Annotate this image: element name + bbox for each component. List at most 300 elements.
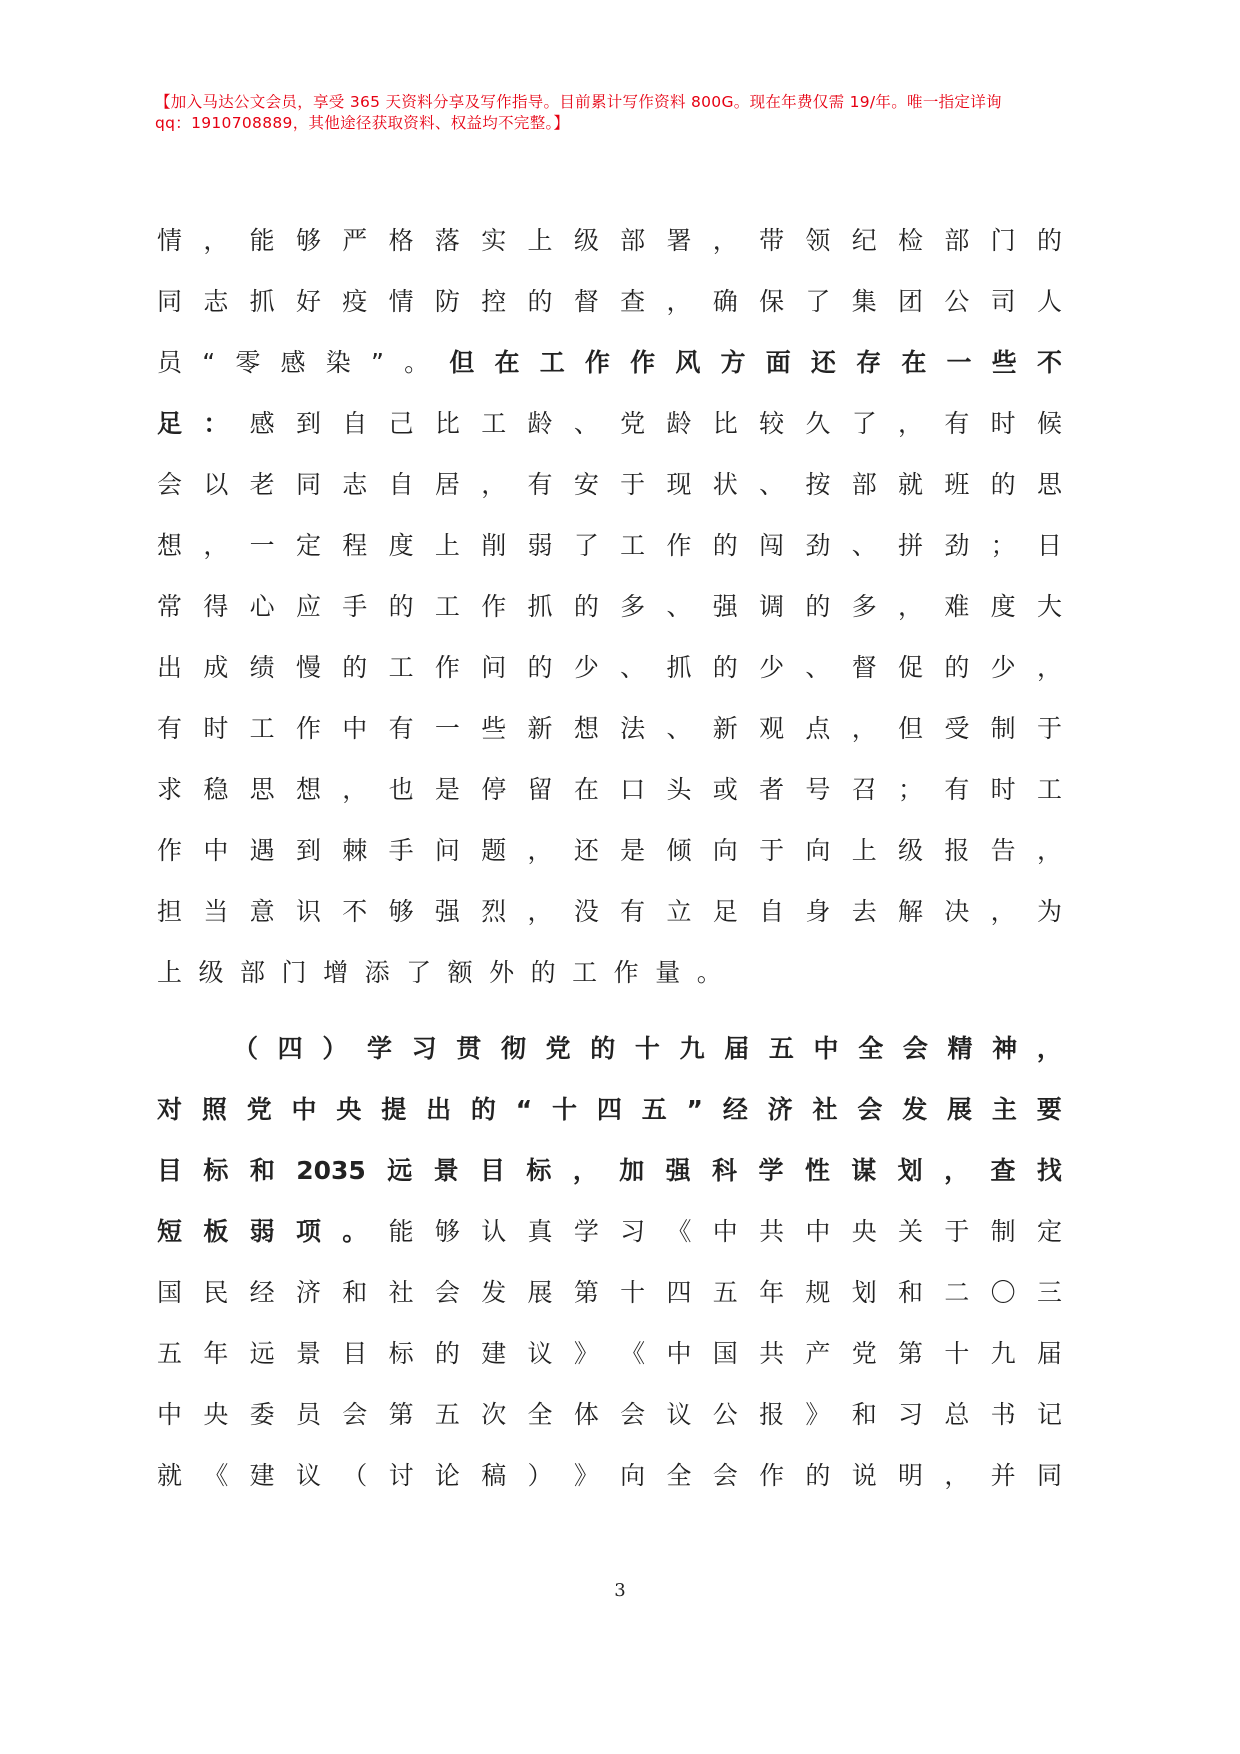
- text-glyph: ，: [527, 836, 553, 865]
- text-glyph: 五: [712, 1278, 738, 1307]
- text-glyph: 展: [947, 1095, 973, 1124]
- text-glyph: 告: [990, 836, 1016, 865]
- text-line: [157, 409, 1062, 470]
- text-glyph: 全: [666, 1461, 692, 1490]
- text-glyph: 性: [804, 1156, 830, 1185]
- text-line: [157, 531, 1062, 592]
- text-glyph: 调: [759, 592, 785, 621]
- text-glyph: 的: [573, 592, 599, 621]
- text-glyph: 向: [712, 836, 738, 865]
- text-glyph: 志: [342, 470, 368, 499]
- text-line: [157, 348, 1062, 409]
- text-glyph: 门: [281, 958, 307, 987]
- text-glyph: 外: [489, 958, 515, 987]
- text-glyph: 作: [434, 653, 460, 682]
- text-glyph: （: [342, 1461, 368, 1490]
- text-glyph: 集: [851, 287, 877, 316]
- text-glyph: 团: [898, 287, 924, 316]
- text-glyph: 确: [712, 287, 738, 316]
- text-glyph: 足: [157, 409, 183, 438]
- text-glyph: 观: [759, 714, 785, 743]
- text-glyph: 问: [481, 653, 507, 682]
- text-glyph: 烈: [481, 897, 507, 926]
- text-glyph: 程: [342, 531, 368, 560]
- text-glyph: 有: [527, 470, 553, 499]
- text-glyph: ”: [370, 348, 384, 377]
- text-glyph: ，: [990, 897, 1016, 926]
- text-glyph: 记: [1036, 1400, 1062, 1429]
- text-glyph: 或: [712, 775, 738, 804]
- text-glyph: 部: [620, 226, 646, 255]
- text-glyph: 方: [720, 348, 746, 377]
- text-glyph: 中: [203, 836, 229, 865]
- text-glyph: 届: [1036, 1339, 1062, 1368]
- text-line: [157, 1095, 1062, 1156]
- text-glyph: 带: [759, 226, 785, 255]
- text-glyph: 号: [805, 775, 831, 804]
- text-glyph: 《: [203, 1461, 229, 1490]
- text-glyph: 出: [426, 1095, 452, 1124]
- text-glyph: 工: [481, 409, 507, 438]
- text-glyph: 不: [1036, 348, 1062, 377]
- text-glyph: 党: [851, 1339, 877, 1368]
- text-glyph: 绩: [249, 653, 275, 682]
- text-glyph: 作: [759, 1461, 785, 1490]
- text-glyph: 制: [990, 714, 1016, 743]
- text-glyph: 远: [249, 1339, 275, 1368]
- text-glyph: 司: [990, 287, 1016, 316]
- text-glyph: 的: [342, 653, 368, 682]
- text-glyph: 想: [157, 531, 183, 560]
- text-glyph: 五: [641, 1095, 667, 1124]
- text-glyph: 的: [1036, 226, 1062, 255]
- text-glyph: 题: [481, 836, 507, 865]
- text-glyph: 》: [573, 1461, 599, 1490]
- text-glyph: 一: [946, 348, 972, 377]
- text-glyph: 十: [552, 1095, 578, 1124]
- text-glyph: 格: [388, 226, 414, 255]
- text-glyph: 日: [1036, 531, 1062, 560]
- text-glyph: 度: [388, 531, 414, 560]
- text-glyph: 贯: [456, 1034, 482, 1063]
- text-glyph: 棘: [342, 836, 368, 865]
- text-glyph: 门: [990, 226, 1016, 255]
- text-glyph: 共: [759, 1339, 785, 1368]
- text-line: [157, 958, 1062, 1019]
- text-glyph: ，: [1036, 653, 1062, 682]
- text-glyph: 得: [203, 592, 229, 621]
- text-glyph: 公: [944, 287, 970, 316]
- text-glyph: 存: [856, 348, 882, 377]
- text-glyph: 十: [944, 1339, 970, 1368]
- text-glyph: 工: [434, 592, 460, 621]
- text-glyph: 的: [470, 1095, 496, 1124]
- text-glyph: 十: [634, 1034, 660, 1063]
- text-glyph: 比: [434, 409, 460, 438]
- text-glyph: 和: [851, 1400, 877, 1429]
- text-glyph: 项: [295, 1217, 321, 1246]
- text-glyph: 是: [620, 836, 646, 865]
- text-glyph: 实: [481, 226, 507, 255]
- text-glyph: 定: [1036, 1217, 1062, 1246]
- text-glyph: 会: [857, 1095, 883, 1124]
- text-glyph: 经: [722, 1095, 748, 1124]
- text-glyph: 工: [1036, 775, 1062, 804]
- text-glyph: 议: [666, 1400, 692, 1429]
- text-glyph: 当: [203, 897, 229, 926]
- text-glyph: 督: [851, 653, 877, 682]
- text-glyph: 中: [813, 1034, 839, 1063]
- text-glyph: （: [233, 1034, 259, 1063]
- text-glyph: 者: [759, 775, 785, 804]
- text-glyph: 社: [388, 1278, 414, 1307]
- text-glyph: 建: [481, 1339, 507, 1368]
- text-glyph: 。: [342, 1217, 368, 1246]
- text-glyph: 。: [404, 348, 430, 377]
- text-glyph: 中: [666, 1339, 692, 1368]
- text-glyph: 员: [295, 1400, 321, 1429]
- text-glyph: 口: [620, 775, 646, 804]
- text-glyph: 保: [759, 287, 785, 316]
- text-glyph: 学: [366, 1034, 392, 1063]
- text-line: [157, 653, 1062, 714]
- text-line: [157, 1461, 1062, 1522]
- text-glyph: 级: [898, 836, 924, 865]
- text-glyph: 工: [388, 653, 414, 682]
- text-glyph: 〇: [990, 1278, 1016, 1307]
- text-glyph: 三: [1036, 1278, 1062, 1307]
- text-glyph: 关: [898, 1217, 924, 1246]
- text-glyph: 目: [342, 1339, 368, 1368]
- text-glyph: 党: [620, 409, 646, 438]
- text-glyph: 要: [1036, 1095, 1062, 1124]
- text-glyph: 、: [805, 653, 831, 682]
- text-glyph: 》: [573, 1339, 599, 1368]
- text-glyph: 足: [712, 897, 738, 926]
- notice-line-1: 【加入马达公文会员，享受 365 天资料分享及写作指导。目前累计写作资料 800G。现在年费仅需 19/年。唯一指定详询: [155, 93, 1002, 111]
- text-glyph: 了: [805, 287, 831, 316]
- text-glyph: 削: [481, 531, 507, 560]
- text-glyph: 的: [590, 1034, 616, 1063]
- text-glyph: 同: [157, 287, 183, 316]
- text-line: [157, 775, 1062, 836]
- text-glyph: 委: [249, 1400, 275, 1429]
- text-glyph: 情: [157, 226, 183, 255]
- text-glyph: 彻: [500, 1034, 526, 1063]
- text-glyph: 人: [1036, 287, 1062, 316]
- text-glyph: 拼: [898, 531, 924, 560]
- text-glyph: 展: [527, 1278, 553, 1307]
- text-glyph: 的: [990, 470, 1016, 499]
- text-glyph: 》: [805, 1400, 831, 1429]
- text-glyph: 求: [157, 775, 183, 804]
- text-line: [157, 592, 1062, 653]
- text-glyph: 加: [619, 1156, 645, 1185]
- text-glyph: 查: [990, 1156, 1016, 1185]
- text-glyph: 少: [573, 653, 599, 682]
- text-glyph: 常: [157, 592, 183, 621]
- text-glyph: 议: [295, 1461, 321, 1490]
- text-line: [157, 1034, 1062, 1095]
- text-glyph: 学: [758, 1156, 784, 1185]
- text-glyph: 会: [434, 1278, 460, 1307]
- text-glyph: 作: [481, 592, 507, 621]
- text-glyph: 部: [851, 470, 877, 499]
- text-glyph: 新: [527, 714, 553, 743]
- text-line: [157, 897, 1062, 958]
- text-glyph: 发: [902, 1095, 928, 1124]
- text-glyph: 国: [712, 1339, 738, 1368]
- text-glyph: ”: [686, 1095, 703, 1124]
- text-glyph: 短: [157, 1217, 183, 1246]
- text-glyph: 中: [342, 714, 368, 743]
- text-glyph: 制: [990, 1217, 1016, 1246]
- text-glyph: 报: [759, 1400, 785, 1429]
- text-glyph: 上: [157, 958, 183, 987]
- text-glyph: 稳: [203, 775, 229, 804]
- text-glyph: 发: [481, 1278, 507, 1307]
- text-line: [157, 287, 1062, 348]
- text-glyph: 解: [898, 897, 924, 926]
- text-glyph: 国: [157, 1278, 183, 1307]
- text-glyph: 主: [991, 1095, 1017, 1124]
- text-glyph: 和: [898, 1278, 924, 1307]
- text-glyph: 领: [805, 226, 831, 255]
- text-glyph: 第: [573, 1278, 599, 1307]
- text-glyph: 级: [198, 958, 224, 987]
- text-glyph: 、: [666, 592, 692, 621]
- text-glyph: 于: [944, 1217, 970, 1246]
- text-glyph: 全: [527, 1400, 553, 1429]
- text-line: [157, 1339, 1062, 1400]
- text-glyph: 央: [336, 1095, 362, 1124]
- text-glyph: 谋: [851, 1156, 877, 1185]
- text-glyph: 向: [805, 836, 831, 865]
- text-glyph: ）: [322, 1034, 348, 1063]
- text-glyph: 多: [851, 592, 877, 621]
- page-number: 3: [614, 1580, 626, 1601]
- text-glyph: 有: [620, 897, 646, 926]
- text-glyph: 工: [249, 714, 275, 743]
- text-glyph: 还: [573, 836, 599, 865]
- text-glyph: 会: [620, 1400, 646, 1429]
- text-glyph: 《: [666, 1217, 692, 1246]
- text-glyph: 出: [157, 653, 183, 682]
- text-glyph: 的: [388, 592, 414, 621]
- text-glyph: 书: [990, 1400, 1016, 1429]
- text-glyph: 受: [944, 714, 970, 743]
- text-glyph: 九: [990, 1339, 1016, 1368]
- text-glyph: 署: [666, 226, 692, 255]
- text-glyph: 作: [613, 958, 639, 987]
- text-glyph: 目: [157, 1156, 183, 1185]
- text-glyph: 了: [406, 958, 432, 987]
- text-glyph: 在: [494, 348, 520, 377]
- text-glyph: 能: [249, 226, 275, 255]
- text-glyph: 习: [898, 1400, 924, 1429]
- text-glyph: 疫: [342, 287, 368, 316]
- text-glyph: ，: [898, 409, 924, 438]
- text-line: [157, 226, 1062, 287]
- text-glyph: 弱: [249, 1217, 275, 1246]
- text-glyph: 习: [411, 1034, 437, 1063]
- text-glyph: 强: [665, 1156, 691, 1185]
- text-glyph: 科: [712, 1156, 738, 1185]
- text-glyph: 标: [203, 1156, 229, 1185]
- text-glyph: 识: [295, 897, 321, 926]
- text-glyph: 己: [388, 409, 414, 438]
- text-glyph: 班: [944, 470, 970, 499]
- text-glyph: 多: [620, 592, 646, 621]
- text-glyph: 去: [851, 897, 877, 926]
- text-glyph: 了: [851, 409, 877, 438]
- text-glyph: 的: [530, 958, 556, 987]
- text-glyph: 状: [712, 470, 738, 499]
- text-glyph: 、: [573, 409, 599, 438]
- text-glyph: ，: [572, 1156, 598, 1185]
- text-line: [157, 470, 1062, 531]
- text-glyph: 于: [620, 470, 646, 499]
- text-glyph: 员: [157, 348, 183, 377]
- text-glyph: 有: [388, 714, 414, 743]
- text-glyph: 说: [851, 1461, 877, 1490]
- text-glyph: 2035: [296, 1156, 366, 1185]
- text-glyph: 十: [620, 1278, 646, 1307]
- text-glyph: 年: [203, 1339, 229, 1368]
- text-glyph: “: [202, 348, 216, 377]
- text-glyph: 少: [990, 653, 1016, 682]
- text-glyph: 量: [655, 958, 681, 987]
- text-glyph: ，: [851, 714, 877, 743]
- text-glyph: 担: [157, 897, 183, 926]
- text-glyph: 按: [805, 470, 831, 499]
- text-glyph: 的: [805, 592, 831, 621]
- text-glyph: 自: [759, 897, 785, 926]
- text-glyph: 抓: [666, 653, 692, 682]
- text-glyph: 次: [481, 1400, 507, 1429]
- text-glyph: 还: [810, 348, 836, 377]
- text-glyph: 稿: [481, 1461, 507, 1490]
- text-line: [157, 1217, 1062, 1278]
- text-glyph: 有: [944, 409, 970, 438]
- text-glyph: 上: [851, 836, 877, 865]
- text-glyph: 就: [157, 1461, 183, 1490]
- text-glyph: 工: [572, 958, 598, 987]
- text-glyph: 作: [630, 348, 656, 377]
- text-glyph: 四: [666, 1278, 692, 1307]
- text-glyph: 标: [526, 1156, 552, 1185]
- text-glyph: 在: [573, 775, 599, 804]
- text-glyph: 留: [527, 775, 553, 804]
- text-glyph: 自: [342, 409, 368, 438]
- text-glyph: 控: [481, 287, 507, 316]
- text-line: [157, 714, 1062, 775]
- text-glyph: 染: [325, 348, 351, 377]
- text-glyph: ，: [712, 226, 738, 255]
- text-glyph: 总: [944, 1400, 970, 1429]
- text-glyph: 党: [246, 1095, 272, 1124]
- text-glyph: ；: [898, 775, 924, 804]
- text-glyph: 身: [805, 897, 831, 926]
- text-glyph: 级: [573, 226, 599, 255]
- text-glyph: 候: [1036, 409, 1062, 438]
- text-glyph: 目: [480, 1156, 506, 1185]
- text-glyph: 老: [249, 470, 275, 499]
- text-glyph: 习: [620, 1217, 646, 1246]
- text-glyph: 劲: [805, 531, 831, 560]
- text-glyph: 龄: [666, 409, 692, 438]
- text-glyph: 和: [342, 1278, 368, 1307]
- text-glyph: 产: [805, 1339, 831, 1368]
- text-glyph: 久: [805, 409, 831, 438]
- text-glyph: 工: [620, 531, 646, 560]
- text-glyph: 作: [295, 714, 321, 743]
- text-glyph: 的: [944, 653, 970, 682]
- text-glyph: 标: [388, 1339, 414, 1368]
- text-glyph: 并: [990, 1461, 1016, 1490]
- text-glyph: 《: [620, 1339, 646, 1368]
- text-glyph: 时: [990, 409, 1016, 438]
- text-glyph: 成: [203, 653, 229, 682]
- text-glyph: 部: [240, 958, 266, 987]
- text-glyph: 不: [342, 897, 368, 926]
- text-glyph: 中: [291, 1095, 317, 1124]
- text-glyph: 感: [280, 348, 306, 377]
- text-glyph: 会: [712, 1461, 738, 1490]
- text-glyph: 精: [947, 1034, 973, 1063]
- text-glyph: 就: [898, 470, 924, 499]
- text-glyph: ；: [990, 531, 1016, 560]
- text-glyph: 在: [901, 348, 927, 377]
- text-glyph: 以: [203, 470, 229, 499]
- text-glyph: 抓: [527, 592, 553, 621]
- text-glyph: 济: [295, 1278, 321, 1307]
- text-glyph: 到: [295, 409, 321, 438]
- text-glyph: 板: [203, 1217, 229, 1246]
- text-glyph: 上: [434, 531, 460, 560]
- text-glyph: 也: [388, 775, 414, 804]
- text-glyph: 四: [596, 1095, 622, 1124]
- text-glyph: 讨: [388, 1461, 414, 1490]
- text-glyph: 查: [620, 287, 646, 316]
- text-glyph: ：: [203, 409, 229, 438]
- text-glyph: 零: [235, 348, 261, 377]
- text-glyph: 没: [573, 897, 599, 926]
- text-glyph: 学: [573, 1217, 599, 1246]
- text-glyph: 报: [944, 836, 970, 865]
- text-glyph: 落: [434, 226, 460, 255]
- text-glyph: 对: [157, 1095, 183, 1124]
- text-glyph: 作: [666, 531, 692, 560]
- text-glyph: 防: [434, 287, 460, 316]
- text-glyph: 部: [944, 226, 970, 255]
- text-glyph: 一: [434, 714, 460, 743]
- text-glyph: 比: [712, 409, 738, 438]
- text-glyph: 居: [434, 470, 460, 499]
- text-glyph: 面: [765, 348, 791, 377]
- text-glyph: 停: [481, 775, 507, 804]
- text-glyph: ，: [342, 775, 368, 804]
- text-glyph: 划: [897, 1156, 923, 1185]
- text-glyph: 检: [898, 226, 924, 255]
- text-glyph: 于: [1036, 714, 1062, 743]
- text-glyph: ，: [203, 226, 229, 255]
- text-glyph: 头: [666, 775, 692, 804]
- text-glyph: 思: [249, 775, 275, 804]
- text-glyph: 远: [387, 1156, 413, 1185]
- text-glyph: 手: [342, 592, 368, 621]
- text-glyph: 志: [203, 287, 229, 316]
